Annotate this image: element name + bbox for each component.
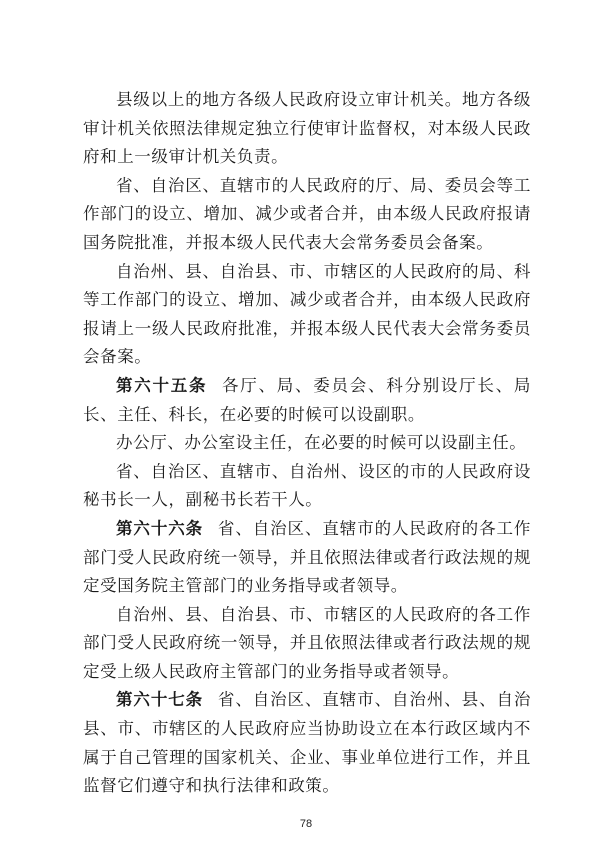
paragraph-text: 省、自治区、直辖市、自治州、设区的市的人民政府设秘书长一人，副秘书长若干人。 xyxy=(83,461,531,510)
paragraph xyxy=(83,515,531,601)
paragraph-text: 自治州、县、自治县、市、市辖区的人民政府的局、科等工作部门的设立、增加、减少或者合并，由本级人民政府报请上一级人民政府批准，并报本级人民代表大会常务委员会备案。 xyxy=(83,261,531,367)
paragraph xyxy=(83,86,531,172)
document-body xyxy=(83,86,531,801)
paragraph xyxy=(83,372,531,429)
article-number: 第六十七条 xyxy=(116,690,204,710)
paragraph xyxy=(83,686,531,800)
paragraph-text: 省、自治区、直辖市的人民政府的厅、局、委员会等工作部门的设立、增加、减少或者合并，由本级人民政府报请国务院批准，并报本级人民代表大会常务委员会备案。 xyxy=(83,175,531,252)
page-number: 78 xyxy=(299,818,313,830)
paragraph xyxy=(83,172,531,258)
paragraph xyxy=(83,258,531,372)
paragraph xyxy=(83,601,531,687)
article-number: 第六十六条 xyxy=(116,518,204,538)
paragraph-text: 省、自治区、直辖市、自治州、县、自治县、市、市辖区的人民政府应当协助设立在本行政区域内不属于自己管理的国家机关、企业、事业单位进行工作，并且监督它们遵守和执行法律和政策。 xyxy=(83,690,531,796)
article-number: 第六十五条 xyxy=(116,375,208,395)
paragraph-text: 县级以上的地方各级人民政府设立审计机关。地方各级审计机关依照法律规定独立行使审计监督权，对本级人民政府和上一级审计机关负责。 xyxy=(83,90,531,167)
paragraph xyxy=(83,429,531,458)
paragraph xyxy=(83,458,531,515)
paragraph-text: 各厅、局、委员会、科分别设厅长、局长、主任、科长，在必要的时候可以设副职。 xyxy=(83,375,531,424)
paragraph-text: 省、自治区、直辖市的人民政府的各工作部门受人民政府统一领导，并且依照法律或者行政法规的规定受国务院主管部门的业务指导或者领导。 xyxy=(83,518,531,596)
paragraph-text: 办公厅、办公室设主任，在必要的时候可以设副主任。 xyxy=(116,433,527,453)
paragraph-text: 自治州、县、自治县、市、市辖区的人民政府的各工作部门受人民政府统一领导，并且依照法律或者行政法规的规定受上级人民政府主管部门的业务指导或者领导。 xyxy=(83,604,531,681)
